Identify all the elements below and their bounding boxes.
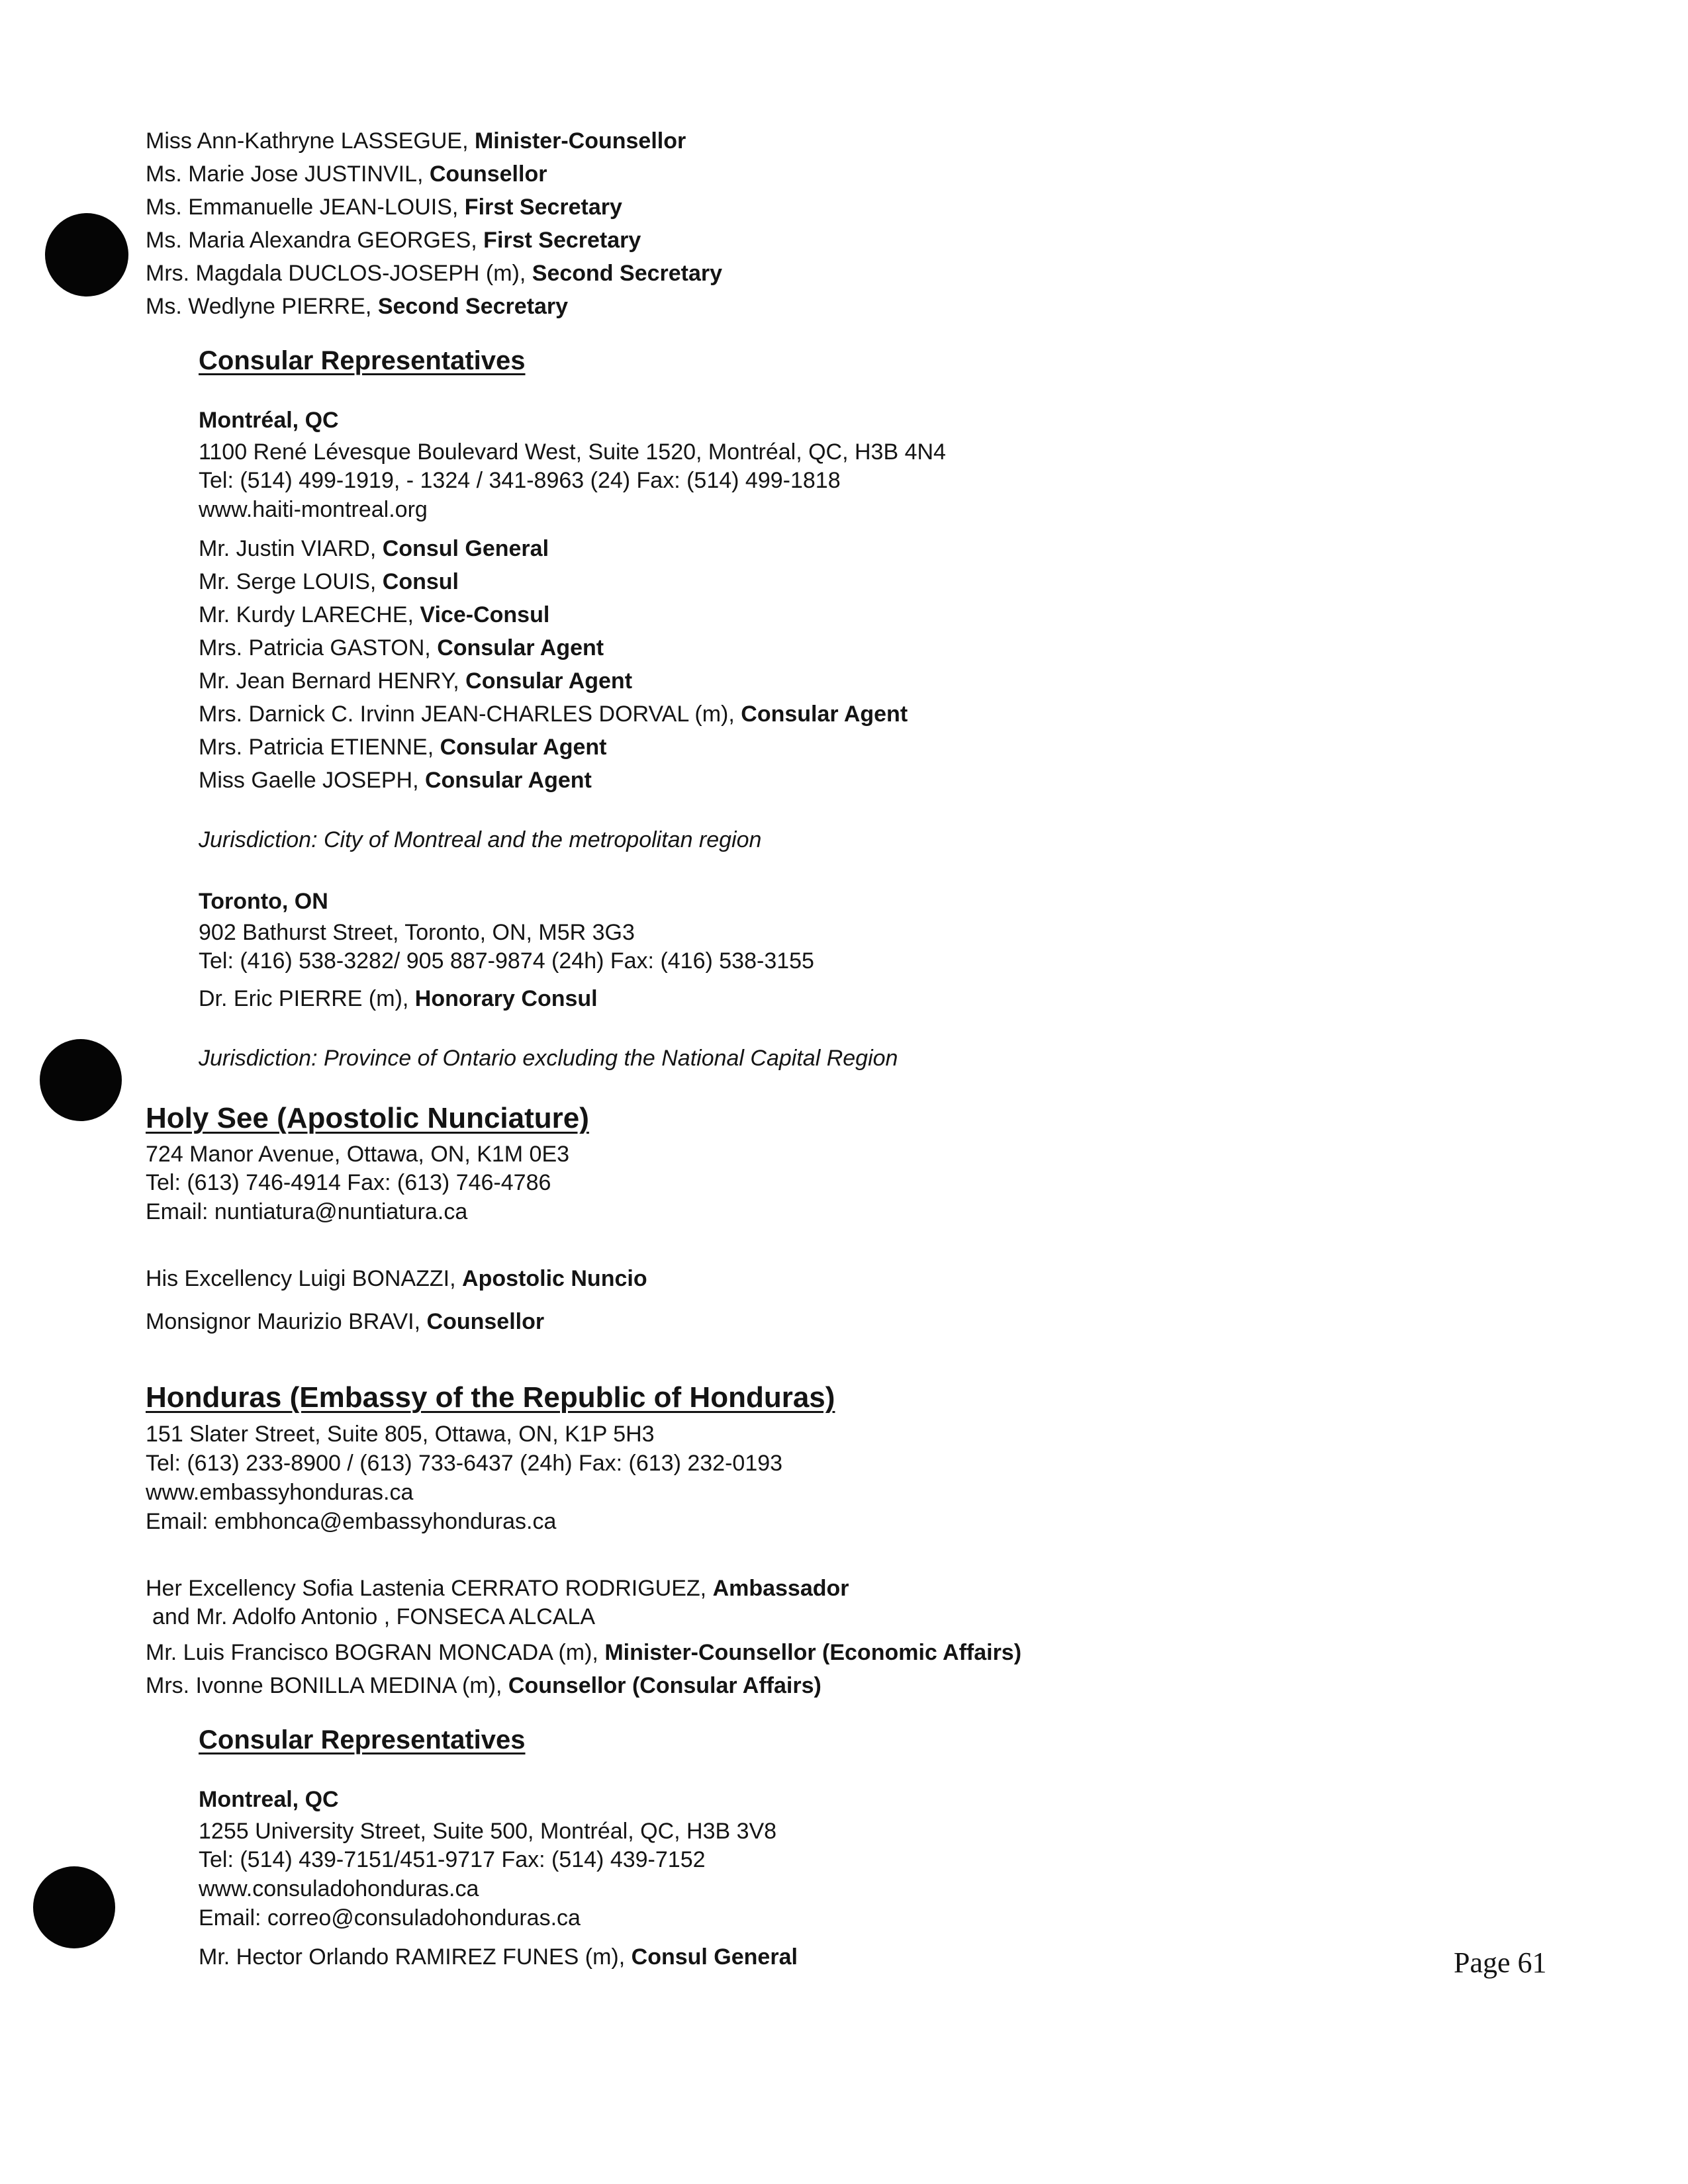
spouse-line: and Mr. Adolfo Antonio , FONSECA ALCALA xyxy=(152,1604,596,1629)
punch-hole-middle xyxy=(40,1039,122,1121)
consular-representatives-heading: Consular Representatives xyxy=(199,346,526,375)
country-heading-honduras: Honduras (Embassy of the Republic of Honduras) xyxy=(146,1381,835,1414)
jurisdiction-note: Jurisdiction: Province of Ontario excluding the National Capital Region xyxy=(199,1046,898,1071)
consulate-phone: Tel: (514) 499-1919, - 1324 / 341-8963 (24) Fax: (514) 499-1818 xyxy=(199,468,841,493)
consulate-website: www.consuladohonduras.ca xyxy=(199,1876,479,1901)
mission-phone: Tel: (613) 746-4914 Fax: (613) 746-4786 xyxy=(146,1170,551,1195)
staff-line: Ms. Emmanuelle JEAN-LOUIS, First Secretary xyxy=(146,195,622,220)
page-number: Page 61 xyxy=(1454,1946,1547,1979)
consular-staff-line: Mr. Kurdy LARECHE, Vice-Consul xyxy=(199,602,550,627)
consulate-phone: Tel: (416) 538-3282/ 905 887-9874 (24h) Fax: (416) 538-3155 xyxy=(199,948,814,974)
consulate-phone: Tel: (514) 439-7151/451-9717 Fax: (514) 439-7152 xyxy=(199,1847,706,1872)
staff-line: Mr. Luis Francisco BOGRAN MONCADA (m), Minister-Counsellor (Economic Affairs) xyxy=(146,1640,1022,1665)
consular-staff-line: Mr. Serge LOUIS, Consul xyxy=(199,569,459,594)
staff-line: Miss Ann-Kathryne LASSEGUE, Minister-Counsellor xyxy=(146,128,686,154)
consulate-address: 1255 University Street, Suite 500, Montréal, QC, H3B 3V8 xyxy=(199,1819,777,1844)
consulate-city: Toronto, ON xyxy=(199,889,328,914)
staff-line: His Excellency Luigi BONAZZI, Apostolic Nuncio xyxy=(146,1266,647,1291)
consular-representatives-heading: Consular Representatives xyxy=(199,1725,526,1754)
staff-line: Monsignor Maurizio BRAVI, Counsellor xyxy=(146,1309,545,1334)
jurisdiction-note: Jurisdiction: City of Montreal and the metropolitan region xyxy=(199,827,762,852)
consulate-address: 1100 René Lévesque Boulevard West, Suite 1520, Montréal, QC, H3B 4N4 xyxy=(199,439,946,465)
consular-staff-line: Mrs. Darnick C. Irvinn JEAN-CHARLES DORVAL (m), Consular Agent xyxy=(199,702,908,727)
consulate-address: 902 Bathurst Street, Toronto, ON, M5R 3G3 xyxy=(199,920,635,945)
consular-staff-line: Mr. Justin VIARD, Consul General xyxy=(199,536,549,561)
consular-staff-line: Mr. Jean Bernard HENRY, Consular Agent xyxy=(199,668,633,694)
consular-staff-line: Mrs. Patricia ETIENNE, Consular Agent xyxy=(199,735,607,760)
mission-address: 151 Slater Street, Suite 805, Ottawa, ON, K1P 5H3 xyxy=(146,1422,655,1447)
consular-staff-line: Dr. Eric PIERRE (m), Honorary Consul xyxy=(199,986,598,1011)
country-heading-holy-see: Holy See (Apostolic Nunciature) xyxy=(146,1102,589,1134)
staff-line: Mrs. Ivonne BONILLA MEDINA (m), Counsellor (Consular Affairs) xyxy=(146,1673,821,1698)
consulate-website: www.haiti-montreal.org xyxy=(199,497,428,522)
staff-line: Mrs. Magdala DUCLOS-JOSEPH (m), Second Secretary xyxy=(146,261,723,286)
mission-phone: Tel: (613) 233-8900 / (613) 733-6437 (24h) Fax: (613) 232-0193 xyxy=(146,1451,783,1476)
ambassador-line: Her Excellency Sofia Lastenia CERRATO RODRIGUEZ, Ambassador xyxy=(146,1576,849,1601)
punch-hole-top xyxy=(45,213,128,296)
consulate-city: Montreal, QC xyxy=(199,1787,339,1812)
mission-website: www.embassyhonduras.ca xyxy=(146,1480,414,1505)
staff-line: Ms. Maria Alexandra GEORGES, First Secretary xyxy=(146,228,641,253)
staff-line: Ms. Wedlyne PIERRE, Second Secretary xyxy=(146,294,569,319)
consular-staff-line: Miss Gaelle JOSEPH, Consular Agent xyxy=(199,768,592,793)
staff-line: Ms. Marie Jose JUSTINVIL, Counsellor xyxy=(146,161,547,187)
consular-staff-line: Mrs. Patricia GASTON, Consular Agent xyxy=(199,635,604,660)
mission-email: Email: embhonca@embassyhonduras.ca xyxy=(146,1509,557,1534)
punch-hole-bottom xyxy=(33,1866,115,1948)
consulate-city: Montréal, QC xyxy=(199,408,339,433)
mission-address: 724 Manor Avenue, Ottawa, ON, K1M 0E3 xyxy=(146,1142,570,1167)
consular-staff-line: Mr. Hector Orlando RAMIREZ FUNES (m), Consul General xyxy=(199,1944,798,1970)
consulate-email: Email: correo@consuladohonduras.ca xyxy=(199,1905,581,1931)
mission-email: Email: nuntiatura@nuntiatura.ca xyxy=(146,1199,468,1224)
